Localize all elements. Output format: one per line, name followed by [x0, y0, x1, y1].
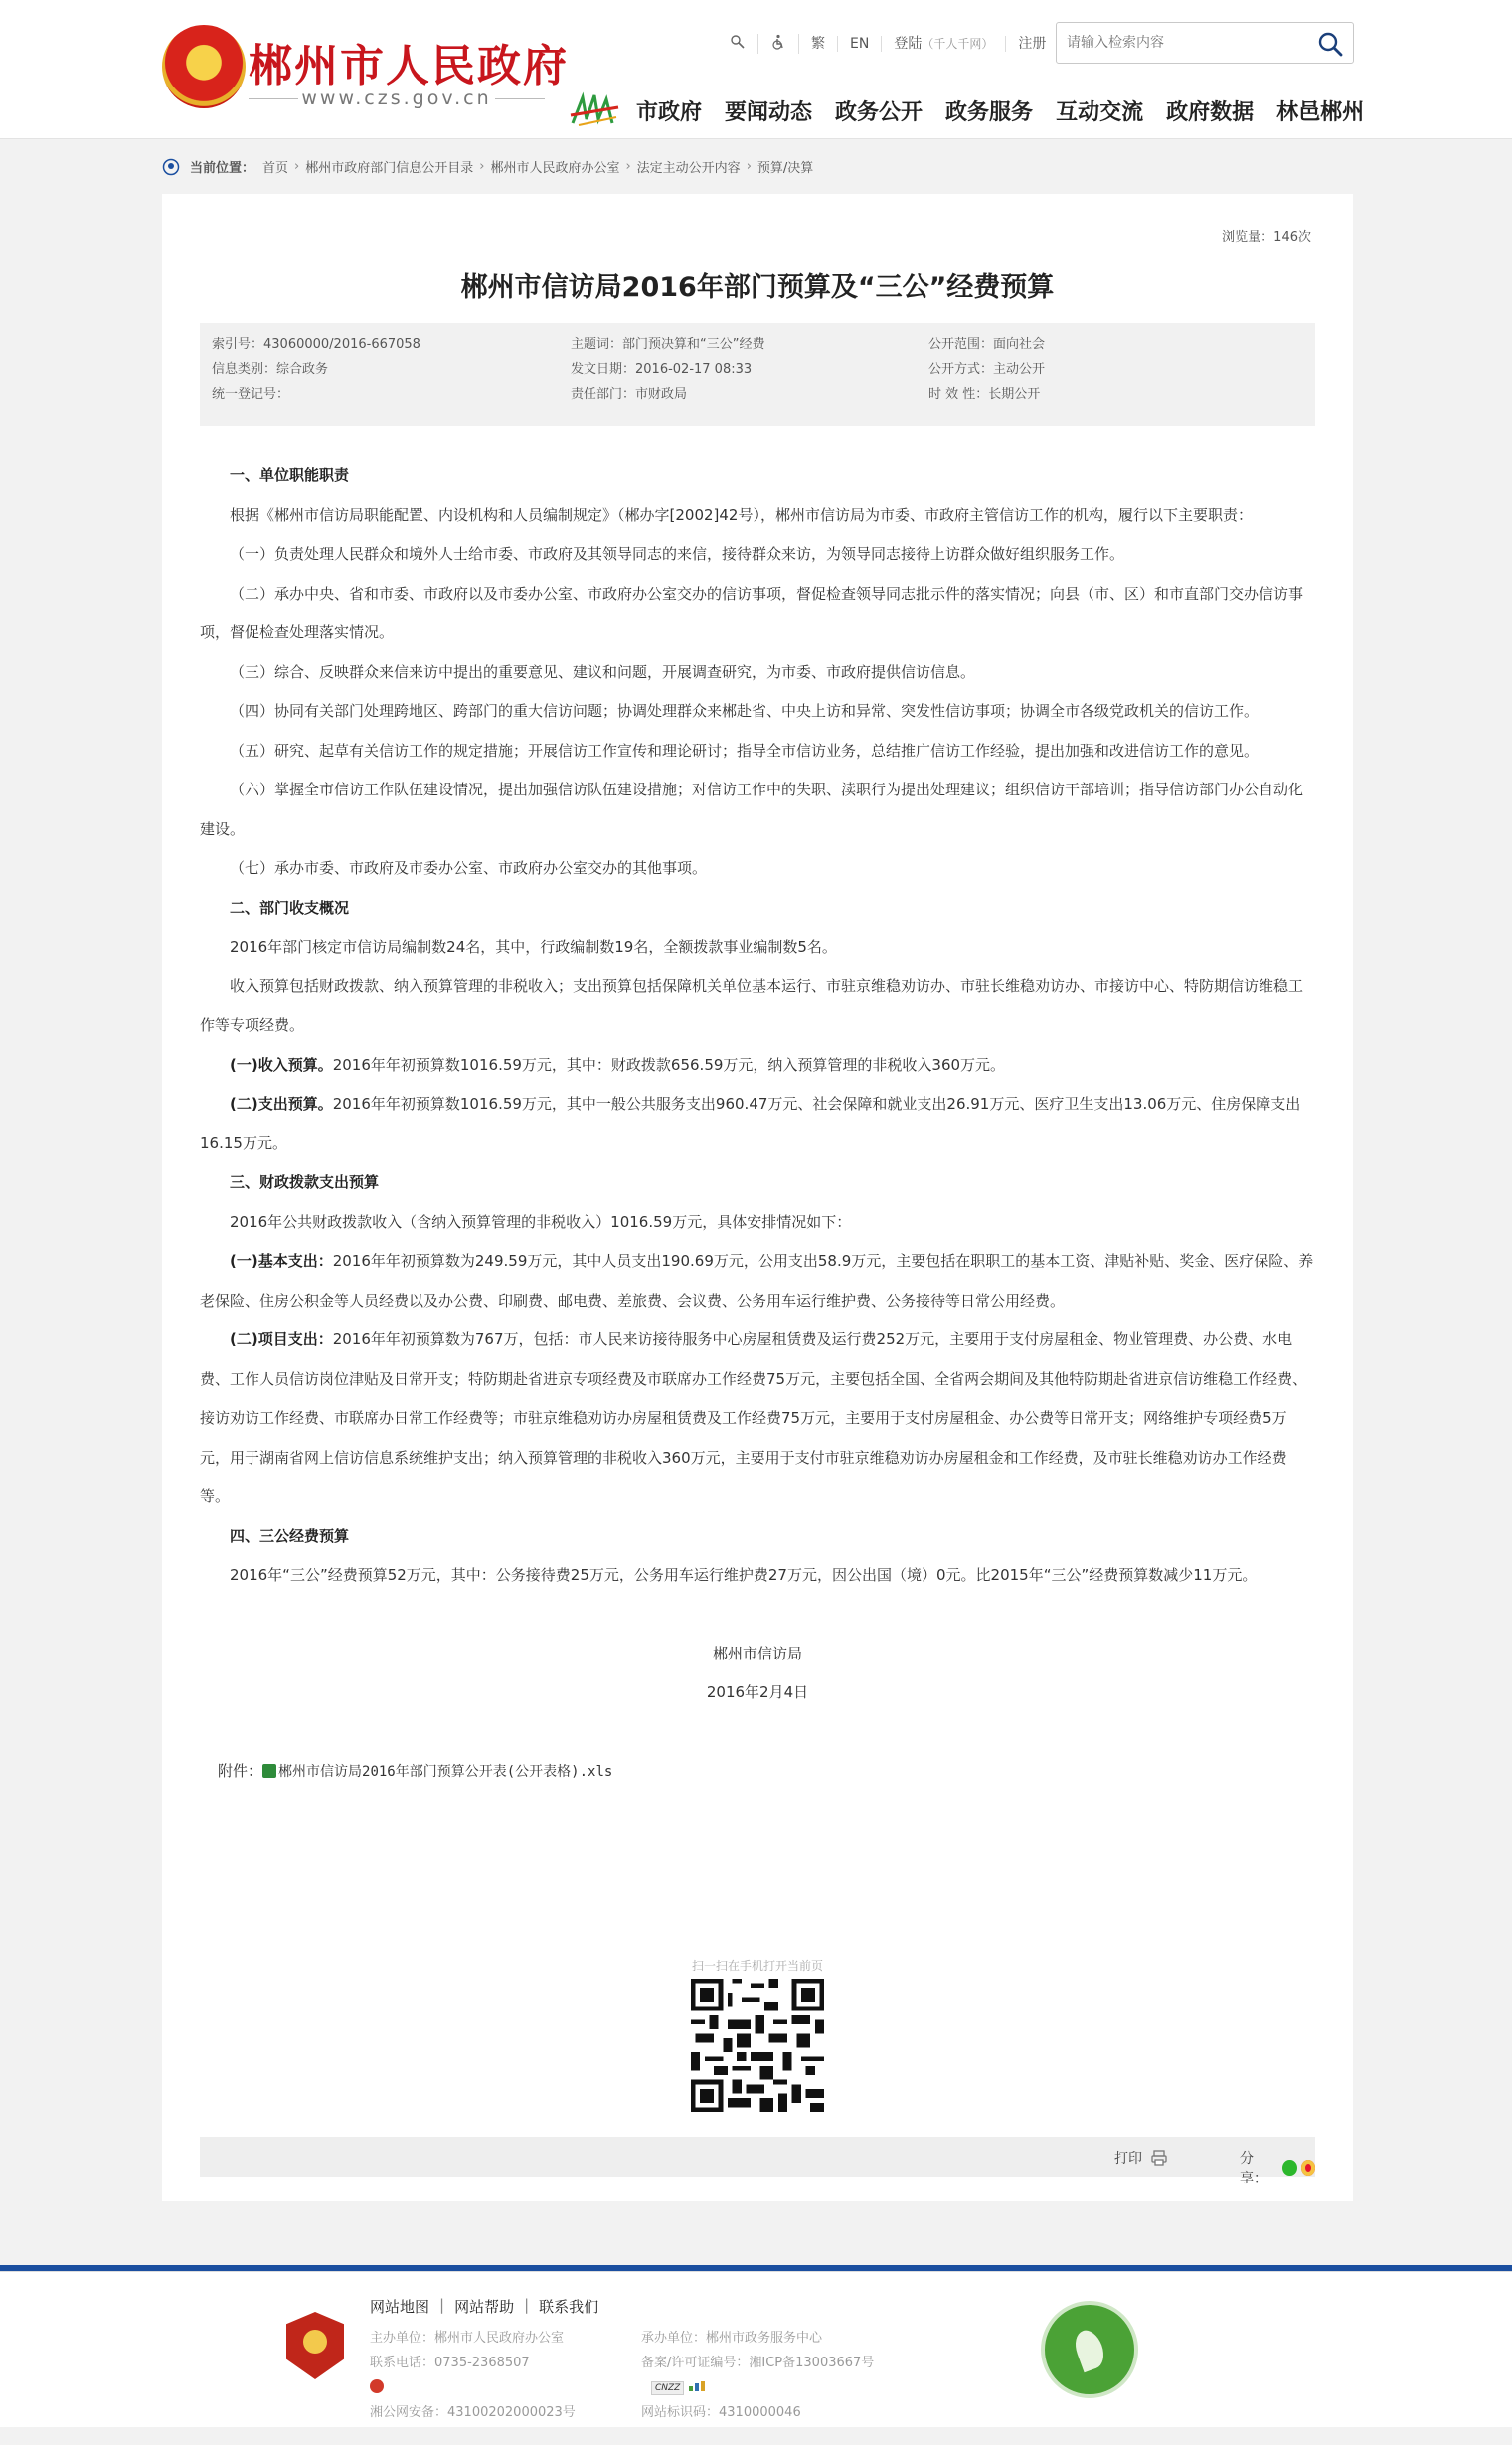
stats-icon — [688, 2380, 710, 2392]
section-heading: 三、财政拨款支出预算 — [230, 1173, 380, 1191]
nav-item-gov-data[interactable]: 政府数据 — [1166, 100, 1255, 125]
excel-file-icon — [262, 1764, 276, 1778]
footer-link-divider: | — [524, 2296, 530, 2314]
login-label: 登陆 — [894, 36, 923, 52]
search-icon[interactable] — [1317, 31, 1343, 57]
footer-link-divider: | — [439, 2296, 445, 2314]
paragraph — [200, 1046, 1315, 1086]
breadcrumb-separator: › — [625, 159, 631, 174]
paragraph: （七）承办市委、市政府及市委办公室、市政府办公室交办的其他事项。 — [230, 859, 708, 877]
footer-police-text[interactable]: 湘公网安备：43100202000023号 — [370, 2405, 576, 2420]
footer-icp — [641, 2351, 874, 2400]
location-pin-icon — [162, 158, 180, 176]
subheading: (一)基本支出： — [230, 1252, 333, 1270]
attachment-line — [200, 1752, 1315, 1793]
breadcrumb-item-budget[interactable]: 预算/决算 — [756, 161, 814, 176]
breadcrumb-label: 当前位置： — [190, 161, 255, 176]
meta-reg-no: 统一登记号： — [212, 387, 290, 402]
paragraph-text: 2016年年初预算数1016.59万元，其中：财政拨款656.59万元，纳入预算管理的非税收入360万元。 — [332, 1055, 1006, 1074]
footer-undertaker: 承办单位：郴州市政务服务中心 — [641, 2331, 823, 2346]
article-meta-box — [200, 323, 1315, 426]
paragraph: 2016年“三公”经费预算52万元，其中：公务接待费25万元，公务用车运行维护费27万元，因公出国（境）0元。比2015年“三公”经费预算数减少11万元。 — [230, 1566, 1258, 1584]
police-badge-icon — [370, 2379, 384, 2393]
footer-police-record — [370, 2375, 576, 2425]
spacer — [200, 1713, 1315, 1752]
printer-icon — [1150, 2149, 1168, 2167]
footer-info-left — [370, 2326, 576, 2425]
attachment-link[interactable]: 郴州市信访局2016年部门预算公开表(公开表格).xls — [278, 1763, 613, 1780]
paragraph: （六）掌握全市信访工作队伍建设情况，提出加强信访队伍建设措施；对信访工作中的失职、渎职行为提出处理建议；组织信访干部培训；指导信访部门办公自动化建设。 — [200, 781, 1304, 838]
footer-links — [370, 2296, 608, 2317]
meta-scope: 公开范围：面向社会 — [928, 337, 1046, 352]
paragraph: （二）承办中央、省和市委、市政府以及市委办公室、市政府办公室交办的信访事项，督促检查领导同志批示件的落实情况；向县（市、区）和市直部门交办信访事项，督促检查处理落实情况。 — [200, 584, 1304, 641]
paragraph: 收入预算包括财政拨款、纳入预算管理的非税收入；支出预算包括保障机关单位基本运行、市驻京维稳劝访办、市驻长维稳劝访办、市接访中心、特防期信访维稳工作等专项经费。 — [200, 976, 1304, 1034]
article-title: 郴州市信访局2016年部门预算及“三公”经费预算 — [460, 272, 1055, 303]
site-header — [0, 0, 1512, 139]
footer-sponsor: 主办单位：郴州市人民政府办公室 — [370, 2331, 565, 2346]
cnzz-badge[interactable]: CNZZ — [651, 2381, 684, 2395]
article-panel — [162, 194, 1353, 2201]
footer-site-code: 网站标识码：4310000046 — [641, 2405, 801, 2420]
meta-publish-date: 发文日期：2016-02-17 08:33 — [571, 362, 753, 377]
section-heading: 二、部门收支概况 — [230, 898, 350, 917]
nav-item-interaction[interactable]: 互动交流 — [1056, 100, 1144, 125]
paragraph: 2016年公共财政拨款收入（含纳入预算管理的非税收入）1016.59万元，具体安排情况如下： — [230, 1212, 852, 1231]
national-emblem-icon — [162, 25, 246, 108]
top-toolbar — [718, 34, 1058, 54]
paragraph: 2016年部门核定市信访局编制数24名，其中，行政编制数19名，全额拨款事业编制数5名。 — [230, 938, 837, 956]
share-group — [1240, 2148, 1315, 2187]
nav-item-news[interactable]: 要闻动态 — [725, 100, 813, 125]
footer-link-help[interactable]: 网站帮助 — [454, 2298, 515, 2316]
signature-org: 郴州市信访局 — [712, 1644, 802, 1662]
print-button[interactable] — [1114, 2148, 1168, 2168]
share-label: 分享： — [1240, 2151, 1267, 2186]
footer-info-right — [641, 2326, 874, 2425]
login-note: （千人千网） — [922, 37, 994, 51]
nav-item-gov-services[interactable]: 政务服务 — [945, 100, 1034, 125]
paragraph-text: 2016年年初预算数为767万，包括：市人民来访接待服务中心房屋租赁费及运行费252万元，主要用于支付房屋租金、物业管理费、办公费、水电费、工作人员信访岗位津贴及日常开支；特防期赴省进京专项经费及市联席办工作经费75万元，主要包括全国、全省两会期间及其他特防期赴省进京信访维稳工作经费、接访劝访工作经费、市联席办日常工作经费等；市驻京维稳劝访办房屋租赁费及工作经费75万元，主要用于支付房屋租金、办公费等日常开支；网络维护专项经费5万元，用于湖南省网上信访信息系统维护支出；纳入预算管理的非税收入360万元，主要用于支付市驻京维稳劝访办房屋租金和工作经费，及市驻长维稳劝访办工作经费等。 — [200, 1330, 1308, 1505]
share-bar — [200, 2137, 1315, 2186]
search-input[interactable] — [1067, 32, 1305, 54]
paragraph — [200, 1242, 1315, 1320]
meta-subject: 主题词：部门预决算和“三公”经费 — [571, 337, 765, 352]
section-heading: 一、单位职能职责 — [230, 466, 350, 484]
paragraph: （一）负责处理人民群众和境外人士给市委、市政府及其领导同志的来信，接待群众来访，为领导同志接待上访群众做好组织服务工作。 — [230, 545, 1125, 563]
qr-caption: 扫一扫在手机打开当前页 — [691, 1959, 823, 1973]
subheading: (一)收入预算。 — [230, 1055, 333, 1074]
paragraph — [200, 1085, 1315, 1163]
search-box — [1056, 22, 1354, 64]
site-domain: www.czs.gov.cn — [249, 87, 545, 109]
paragraph-text: 2016年年初预算数1016.59万元，其中一般公共服务支出960.47万元、社会保障和就业支出26.91万元、医疗卫生支出13.06万元、住房保障支出16.15万元。 — [200, 1095, 1301, 1152]
subheading: (二)项目支出： — [230, 1330, 333, 1348]
site-footer — [0, 2271, 1512, 2427]
weibo-share-icon[interactable] — [1301, 2160, 1315, 2176]
breadcrumb-item-statutory[interactable]: 法定主动公开内容 — [636, 161, 741, 176]
subheading: (二)支出预算。 — [230, 1095, 333, 1113]
print-label: 打印 — [1114, 2151, 1142, 2167]
section-heading: 四、三公经费预算 — [230, 1526, 350, 1545]
breadcrumb — [162, 157, 813, 176]
civilized-city-badge-icon[interactable] — [1041, 2301, 1138, 2398]
party-government-badge-icon[interactable] — [286, 2312, 344, 2379]
login-link[interactable] — [882, 36, 1006, 52]
paragraph: （三）综合、反映群众来信来访中提出的重要意见、建议和问题，开展调查研究，为市委、市政府提供信访信息。 — [230, 662, 976, 681]
footer-link-contact[interactable]: 联系我们 — [539, 2298, 599, 2316]
breadcrumb-separator: › — [479, 159, 485, 174]
main-nav — [636, 95, 1387, 126]
meta-method: 公开方式：主动公开 — [928, 362, 1046, 377]
spacer — [200, 1596, 1315, 1635]
wechat-share-icon[interactable] — [1282, 2160, 1296, 2176]
paragraph: （四）协同有关部门处理跨地区、跨部门的重大信访问题；协调处理群众来郴赴省、中央上访和异常、突发性信访事项；协调全市各级党政机关的信访工作。 — [230, 702, 1260, 720]
meta-department: 责任部门：市财政局 — [571, 387, 688, 402]
meta-validity: 时 效 性：长期公开 — [928, 387, 1041, 402]
paragraph: （五）研究、起草有关信访工作的规定措施；开展信访工作宣传和理论研讨；指导全市信访业务，总结推广信访工作经验，提出加强和改进信访工作的意见。 — [230, 741, 1260, 760]
breadcrumb-item-office[interactable]: 郴州市人民政府办公室 — [490, 161, 620, 176]
breadcrumb-separator: › — [294, 159, 300, 174]
view-count: 浏览量：146次 — [1222, 230, 1311, 245]
footer-link-sitemap[interactable]: 网站地图 — [370, 2298, 430, 2316]
qr-code-icon — [691, 1979, 824, 2112]
paragraph — [200, 1320, 1315, 1517]
english-link[interactable]: EN — [838, 36, 882, 52]
footer-phone: 联系电话：0735-2368507 — [370, 2356, 530, 2370]
breadcrumb-separator: › — [746, 159, 752, 174]
meta-index-no: 索引号：43060000/2016-667058 — [212, 337, 420, 352]
attachment-label: 附件： — [218, 1761, 263, 1780]
register-link[interactable]: 注册 — [1018, 36, 1047, 52]
breadcrumb-item-catalog[interactable]: 郴州市政府部门信息公开目录 — [305, 161, 474, 176]
paragraph: 根据《郴州市信访局职能配置、内设机构和人员编制规定》（郴办字[2002]42号），郴州市信访局为市委、市政府主管信访工作的机构，履行以下主要职责： — [230, 505, 1253, 524]
signature-date: 2016年2月4日 — [706, 1683, 809, 1701]
meta-info-category: 信息类别：综合政务 — [212, 362, 329, 377]
article-body — [200, 456, 1315, 1792]
site-title[interactable]: 郴州市人民政府 — [249, 41, 569, 91]
traditional-chinese-link[interactable]: 繁 — [799, 36, 838, 52]
nav-item-city-government[interactable]: 市政府 — [636, 100, 703, 125]
footer-icp-text[interactable]: 备案/许可证编号：湘ICP备13003667号 — [641, 2356, 875, 2370]
nav-item-gov-disclosure[interactable]: 政务公开 — [835, 100, 924, 125]
accessibility-icon[interactable] — [718, 34, 758, 54]
paragraph-text: 2016年年初预算数为249.59万元，其中人员支出190.69万元，公用支出58.9万元，主要包括在职职工的基本工资、津贴补贴、奖金、医疗保险、养老保险、住房公积金等人员经费以及办公费、印刷费、邮电费、差旅费、会议费、公务用车运行维护费、公务接待等日常公用经费。 — [200, 1252, 1314, 1310]
breadcrumb-item-home[interactable]: 首页 — [262, 161, 289, 176]
forest-city-logo-icon — [569, 89, 624, 129]
wheelchair-icon[interactable] — [758, 34, 799, 54]
nav-item-linyi-chenzhou[interactable]: 林邑郴州 — [1276, 100, 1365, 125]
